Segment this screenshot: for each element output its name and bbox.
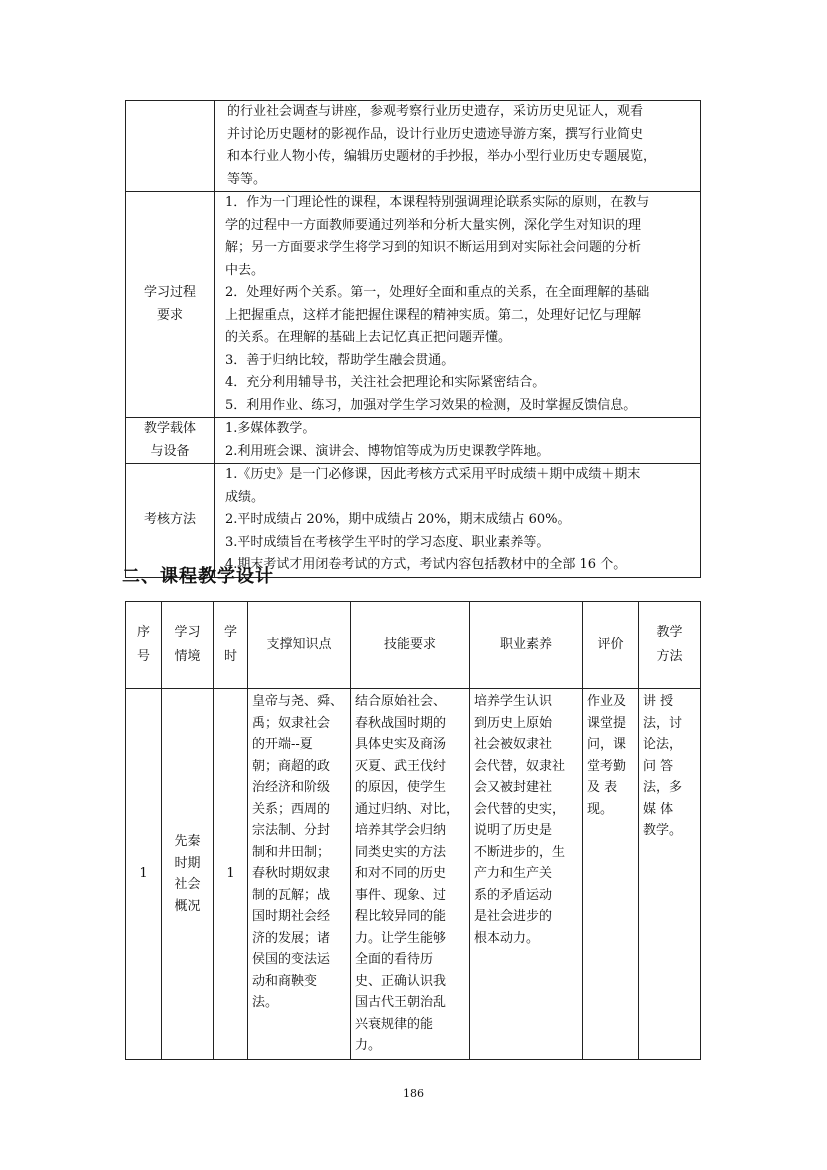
text-line: 问，课 [587, 737, 627, 752]
text-line: 的开端--夏 [252, 737, 313, 752]
text-line: 堂考勤 [587, 758, 627, 774]
header-method: 教学 方法 [639, 602, 701, 689]
teaching-equipment-content [215, 418, 701, 464]
text-line: 会代替，奴隶社 [474, 758, 566, 774]
text-line: 1．作为一门理论性的课程，本课程特别强调理论联系实际的原则，在教与 [225, 195, 650, 210]
text-line: 2.平时成绩占 20%，期中成绩占 20%，期末成绩占 60%。 [225, 512, 571, 527]
quality-cell [470, 689, 583, 1060]
header-hours: 学 时 [214, 602, 248, 689]
evaluation-cell [583, 689, 639, 1060]
text-line: 不断进步的，生 [474, 844, 566, 860]
text-line: 社会 [174, 877, 201, 892]
learning-requirements-label: 学习过程 要求 [126, 192, 215, 418]
text-line: 2．处理好两个关系。第一，处理好全面和重点的关系，在全面理解的基础 [225, 285, 650, 300]
text-line: 制的瓦解；战 [252, 887, 331, 903]
teaching-equipment-label: 教学载体 与设备 [126, 418, 215, 464]
text-line: 和本行业人物小传，编辑历史题材的手抄报，举办小型行业历史专题展览， [227, 149, 657, 164]
text-line: 灭夏、武王伐纣 [355, 758, 447, 774]
text-line: 具体史实及商汤 [355, 737, 447, 752]
knowledge-cell [248, 689, 351, 1060]
table-row [126, 689, 701, 1060]
text-line: 会代替的史实， [474, 801, 566, 817]
header-context: 学习 情境 [162, 602, 214, 689]
text-line: 1.多媒体教学。 [225, 421, 316, 436]
text-line: 侯国的变法运 [252, 952, 331, 967]
text-line: 社会被奴隶社 [474, 737, 553, 752]
empty-label-cell [126, 101, 215, 192]
table-row [126, 101, 701, 192]
header-quality: 职业素养 [470, 602, 583, 689]
text-line: 讲 授 [643, 694, 674, 709]
text-line: 济的发展；诸 [252, 930, 331, 946]
text-line: 现。 [587, 801, 614, 817]
text-line: 春秋战国时期的 [355, 715, 447, 731]
text-line: 1.《历史》是一门必修课，因此考核方式采用平时成绩＋期中成绩＋期末 [225, 467, 641, 482]
text-line: 的行业社会调查与讲座，参观考察行业历史遗存，采访历史见证人，观看 [227, 104, 644, 119]
text-line: 史、正确认识我 [355, 973, 447, 989]
course-info-table [125, 100, 701, 578]
text-line: 程比较异同的能 [355, 909, 447, 924]
text-line: 问 答 [643, 758, 674, 774]
text-line: 的关系。在理解的基础上去记忆真正把问题弄懂。 [225, 330, 512, 345]
text-line: 3.平时成绩旨在考核学生平时的学习态度、职业素养等。 [225, 534, 550, 550]
table-row [126, 418, 701, 464]
text-line: 解；另一方面要求学生将学习到的知识不断运用到对实际社会问题的分析 [225, 240, 642, 255]
header-seq: 序 号 [126, 602, 162, 689]
text-line: 力。 [355, 1038, 382, 1053]
text-line: 法。 [252, 995, 279, 1010]
text-line: 力。让学生能够 [355, 930, 447, 946]
text-line: 媒 体 [643, 801, 674, 817]
header-knowledge: 支撑知识点 [248, 602, 351, 689]
text-line: 学的过程中一方面教师要通过列举和分析大量实例，深化学生对知识的理 [225, 217, 642, 233]
text-line: 产力和生产关 [474, 866, 553, 881]
text-line: 禹；奴隶社会 [252, 715, 331, 731]
text-line: 培养学生认识 [474, 694, 553, 709]
text-line: 培养其学会归纳 [355, 823, 447, 838]
text-line: 事件、现象、过 [355, 887, 447, 903]
text-line: 朝；商超的政 [252, 758, 331, 774]
header-evaluation: 评价 [583, 602, 639, 689]
text-line: 作业及 [587, 694, 627, 709]
text-line: 同类史实的方法 [355, 844, 447, 860]
text-line: 2.利用班会课、演讲会、博物馆等成为历史课教学阵地。 [225, 443, 550, 459]
text-line: 并讨论历史题材的影视作品，设计行业历史遗迹导游方案，撰写行业简史 [227, 126, 644, 142]
text-line: 说明了历史是 [474, 823, 553, 838]
assessment-method-label: 考核方法 [126, 464, 215, 578]
text-line: 及 表 [587, 780, 618, 795]
text-line: 关系；西周的 [252, 801, 331, 817]
context-cell [162, 689, 214, 1060]
header-row [126, 602, 701, 689]
text-line: 法，讨 [643, 715, 683, 731]
assessment-method-content [215, 464, 701, 578]
seq-cell: 1 [126, 689, 162, 1060]
method-cell [639, 689, 701, 1060]
learning-requirements-content [215, 192, 701, 418]
table-row [126, 192, 701, 418]
text-line: 论法， [643, 737, 683, 752]
text-line: 课堂提 [587, 715, 627, 731]
text-line: 会又被封建社 [474, 780, 553, 795]
text-line: 全面的看待历 [355, 952, 434, 967]
text-line: 通过归纳、对比， [355, 801, 460, 817]
text-line: 治经济和阶级 [252, 780, 331, 795]
text-line: 宗法制、分封 [252, 823, 331, 838]
section-title: 二、课程教学设计 [122, 566, 274, 587]
text-line: 皇帝与尧、舜、 [252, 694, 344, 709]
text-line: 4.期末考试才用闭卷考试的方式，考试内容包括教材中的全部 16 个。 [225, 557, 627, 572]
text-line: 到历史上原始 [474, 715, 553, 731]
page-number: 186 [403, 1087, 424, 1100]
text-line: 上把握重点，这样才能把握住课程的精神实质。第二，处理好记忆与理解 [225, 307, 642, 323]
text-line: 概况 [174, 898, 201, 914]
course-design-table [125, 601, 701, 1060]
text-line: 5．利用作业、练习，加强对学生学习效果的检测，及时掌握反馈信息。 [225, 397, 637, 413]
text-line: 系的矛盾运动 [474, 887, 553, 903]
text-line: 3．善于归纳比较，帮助学生融会贯通。 [225, 352, 455, 368]
text-line: 4．充分利用辅导书，关注社会把理论和实际紧密结合。 [225, 375, 546, 390]
text-line: 中去。 [225, 262, 265, 278]
text-line: 兴衰规律的能 [355, 1016, 434, 1032]
text-line: 是社会进步的 [474, 909, 553, 924]
text-line: 动和商鞅变 [252, 973, 318, 989]
activity-content-cell [215, 101, 701, 192]
header-skills: 技能要求 [351, 602, 470, 689]
text-line: 国古代王朝治乱 [355, 995, 447, 1010]
text-line: 成绩。 [225, 489, 265, 505]
text-line: 国时期社会经 [252, 909, 331, 924]
text-line: 结合原始社会、 [355, 694, 447, 709]
hours-cell: 1 [214, 689, 248, 1060]
text-line: 时期 [174, 855, 201, 871]
text-line: 的原因，使学生 [355, 780, 447, 795]
text-line: 制和井田制； [252, 844, 331, 860]
text-line: 春秋时期奴隶 [252, 866, 331, 881]
text-line: 和对不同的历史 [355, 866, 447, 881]
skills-cell [351, 689, 470, 1060]
text-line: 先秦 [174, 834, 201, 849]
table-row [126, 464, 701, 578]
text-line: 法，多 [643, 780, 683, 795]
text-line: 根本动力。 [474, 930, 540, 946]
text-line: 等等。 [227, 171, 267, 187]
text-line: 教学。 [643, 823, 683, 838]
